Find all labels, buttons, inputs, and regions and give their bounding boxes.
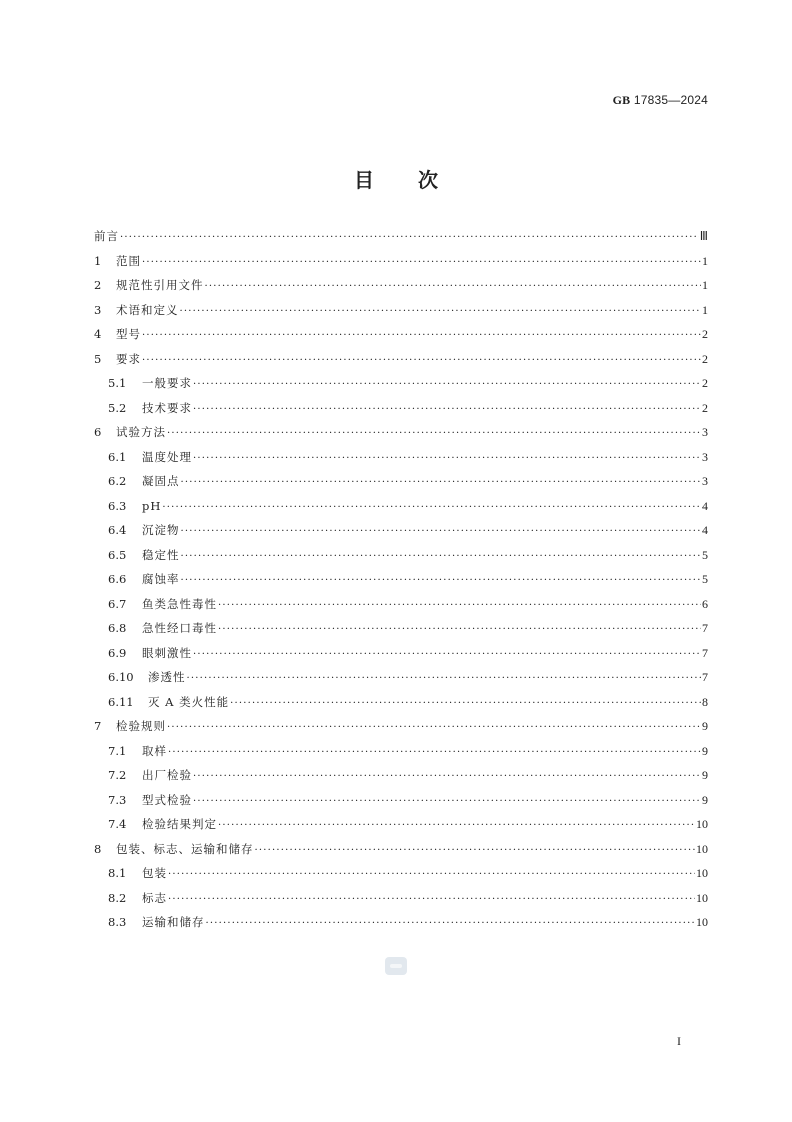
toc-entry-label: 沉淀物 — [142, 523, 180, 537]
toc-entry-label: 术语和定义 — [116, 302, 179, 317]
toc-leader-dots — [193, 765, 701, 790]
toc-entry[interactable] — [94, 469, 708, 494]
toc-entry-label: 运输和储存 — [142, 915, 205, 929]
toc-entry[interactable] — [94, 445, 708, 470]
toc-leader-dots — [168, 888, 695, 913]
toc-entry-number: 8 — [94, 841, 102, 856]
toc-entry[interactable] — [94, 347, 708, 372]
toc-entry-number: 8.2 — [108, 890, 127, 905]
toc-entry-number: 6.2 — [108, 474, 127, 488]
toc-entry-number: 6 — [94, 425, 102, 439]
toc-leader-dots — [193, 790, 701, 815]
toc-entry-page: 10 — [696, 841, 708, 856]
toc-entry-number: 8.1 — [108, 866, 127, 880]
toc-leader-dots — [181, 569, 702, 594]
toc-entry-page: 3 — [702, 474, 708, 488]
toc-entry-page: 10 — [696, 866, 708, 880]
toc-entry-number: 7.2 — [108, 768, 127, 782]
toc-entry-page: 5 — [702, 572, 708, 586]
toc-leader-dots — [168, 741, 701, 766]
toc-entry[interactable] — [94, 641, 708, 666]
toc-entry-page: 4 — [702, 523, 708, 537]
toc-entry-number: 1 — [94, 253, 102, 268]
toc-entry-label: 型式检验 — [142, 792, 192, 807]
toc-entry-label: 技术要求 — [142, 400, 192, 415]
toc-leader-dots — [205, 275, 702, 300]
toc-entry-number: 6.4 — [108, 523, 127, 537]
toc-entry[interactable] — [94, 273, 708, 298]
toc-entry-page: 1 — [702, 278, 708, 292]
toc-entry-label: pH — [142, 498, 162, 513]
toc-entry-page: 9 — [702, 768, 708, 782]
toc-entry[interactable] — [94, 371, 708, 396]
toc-entry-label: 取样 — [142, 743, 167, 758]
toc-entry-label: 检验规则 — [116, 719, 166, 733]
toc-entry-label: 一般要求 — [142, 376, 192, 390]
toc-entry[interactable] — [94, 714, 708, 739]
table-of-contents — [94, 224, 708, 935]
toc-entry-number: 6.5 — [108, 547, 127, 562]
toc-entry-number: 6.1 — [108, 449, 127, 464]
toc-entry-page: 10 — [696, 817, 708, 831]
toc-leader-dots — [167, 422, 701, 447]
toc-entry[interactable] — [94, 396, 708, 421]
toc-leader-dots — [193, 398, 701, 423]
toc-leader-dots — [193, 447, 701, 472]
toc-entry-number: 6.8 — [108, 621, 127, 635]
toc-entry-page: 7 — [702, 645, 708, 660]
toc-entry-label: 凝固点 — [142, 474, 180, 488]
toc-entry-label: 检验结果判定 — [142, 817, 217, 831]
toc-entry-page: 9 — [702, 719, 708, 733]
toc-entry-number: 6.7 — [108, 596, 127, 611]
toc-entry[interactable] — [94, 665, 708, 690]
toc-entry[interactable] — [94, 592, 708, 617]
toc-entry-page: 3 — [702, 425, 708, 439]
toc-entry-label: 出厂检验 — [142, 768, 192, 782]
toc-entry-page: 2 — [702, 351, 708, 366]
toc-entry-page: 9 — [702, 743, 708, 758]
toc-entry-page: 1 — [702, 253, 708, 268]
toc-entry[interactable] — [94, 763, 708, 788]
toc-entry-number: 2 — [94, 278, 102, 292]
toc-entry-page: Ⅲ — [699, 229, 708, 243]
toc-entry-number: 3 — [94, 302, 102, 317]
toc-entry-number: 6.6 — [108, 572, 127, 586]
toc-leader-dots — [230, 692, 701, 717]
standard-number: 17835—2024 — [633, 93, 708, 107]
toc-entry-label: 温度处理 — [142, 449, 192, 464]
watermark-logo-icon — [385, 957, 407, 975]
toc-entry-label: 急性经口毒性 — [142, 621, 217, 635]
toc-leader-dots — [142, 324, 701, 349]
toc-leader-dots — [142, 349, 701, 374]
toc-entry-page: 1 — [702, 302, 708, 317]
toc-leader-dots — [181, 520, 702, 545]
toc-leader-dots — [255, 839, 696, 864]
toc-entry-page: 7 — [702, 621, 708, 635]
toc-entry-page: 2 — [702, 376, 708, 390]
standard-code — [613, 93, 708, 108]
toc-entry[interactable] — [94, 543, 708, 568]
toc-entry[interactable] — [94, 494, 708, 519]
toc-entry-page: 5 — [702, 547, 708, 562]
toc-entry-number: 7.4 — [108, 817, 127, 831]
toc-entry[interactable] — [94, 616, 708, 641]
toc-entry-label: 前言 — [94, 229, 119, 243]
toc-leader-dots — [193, 373, 701, 398]
toc-leader-dots — [218, 594, 701, 619]
title-part-1: 目 — [354, 168, 374, 192]
toc-entry-label: 灭 A 类火性能 — [148, 694, 230, 709]
toc-entry[interactable] — [94, 861, 708, 886]
toc-entry-label: 规范性引用文件 — [116, 278, 204, 292]
toc-leader-dots — [120, 226, 699, 251]
toc-entry-page: 2 — [702, 400, 708, 415]
toc-entry-page: 2 — [702, 327, 708, 341]
toc-entry-number: 7.1 — [108, 743, 127, 758]
toc-entry-number: 7 — [94, 719, 102, 733]
toc-entry-number: 7.3 — [108, 792, 127, 807]
toc-entry-page: 7 — [702, 670, 708, 684]
title-part-2: 次 — [418, 168, 438, 192]
toc-entry-label: 范围 — [116, 253, 141, 268]
page-number: I — [677, 1034, 681, 1048]
toc-entry[interactable] — [94, 249, 708, 274]
toc-entry-label: 试验方法 — [116, 425, 166, 439]
toc-entry[interactable] — [94, 224, 708, 249]
toc-entry-number: 6.9 — [108, 645, 127, 660]
toc-leader-dots — [181, 545, 702, 570]
toc-entry-page: 3 — [702, 449, 708, 464]
toc-entry[interactable] — [94, 739, 708, 764]
toc-entry-label: 腐蚀率 — [142, 572, 180, 586]
toc-entry[interactable] — [94, 298, 708, 323]
toc-entry-number: 5.2 — [108, 400, 127, 415]
toc-leader-dots — [168, 863, 695, 888]
page-title — [0, 164, 792, 193]
toc-entry-number: 6.10 — [108, 670, 134, 684]
toc-entry-number: 4 — [94, 327, 102, 341]
toc-entry[interactable] — [94, 910, 708, 935]
toc-entry-page: 9 — [702, 792, 708, 807]
toc-entry[interactable] — [94, 567, 708, 592]
toc-entry-number: 6.11 — [108, 694, 134, 709]
toc-entry-page: 10 — [696, 890, 708, 905]
toc-entry-label: 要求 — [116, 351, 141, 366]
toc-entry-page: 10 — [696, 915, 708, 929]
toc-entry[interactable] — [94, 322, 708, 347]
toc-leader-dots — [193, 643, 701, 668]
toc-entry[interactable] — [94, 420, 708, 445]
toc-entry-label: 包装 — [142, 866, 167, 880]
toc-entry-label: 标志 — [142, 890, 167, 905]
toc-entry-label: 渗透性 — [148, 670, 186, 684]
toc-entry[interactable] — [94, 886, 708, 911]
toc-leader-dots — [187, 667, 702, 692]
toc-entry-label: 眼刺激性 — [142, 645, 192, 660]
toc-leader-dots — [206, 912, 696, 937]
toc-entry[interactable] — [94, 690, 708, 715]
toc-leader-dots — [218, 814, 695, 839]
toc-leader-dots — [167, 716, 701, 741]
toc-leader-dots — [142, 251, 701, 276]
toc-entry-page: 6 — [702, 596, 708, 611]
toc-leader-dots — [162, 496, 701, 521]
toc-entry-number: 5.1 — [108, 376, 127, 390]
toc-leader-dots — [181, 471, 702, 496]
toc-leader-dots — [180, 300, 702, 325]
toc-entry-label: 包装、标志、运输和储存 — [116, 841, 254, 856]
toc-entry[interactable] — [94, 812, 708, 837]
toc-entry-page: 4 — [702, 498, 708, 513]
standard-prefix: GB — [612, 93, 631, 107]
toc-entry[interactable] — [94, 788, 708, 813]
toc-entry-label: 型号 — [116, 327, 141, 341]
toc-entry[interactable] — [94, 518, 708, 543]
toc-entry-page: 8 — [702, 694, 708, 709]
toc-entry-label: 鱼类急性毒性 — [142, 596, 217, 611]
toc-leader-dots — [218, 618, 701, 643]
toc-entry-label: 稳定性 — [142, 547, 180, 562]
toc-entry[interactable] — [94, 837, 708, 862]
toc-entry-number: 6.3 — [108, 498, 127, 513]
toc-entry-number: 5 — [94, 351, 102, 366]
toc-entry-number: 8.3 — [108, 915, 127, 929]
